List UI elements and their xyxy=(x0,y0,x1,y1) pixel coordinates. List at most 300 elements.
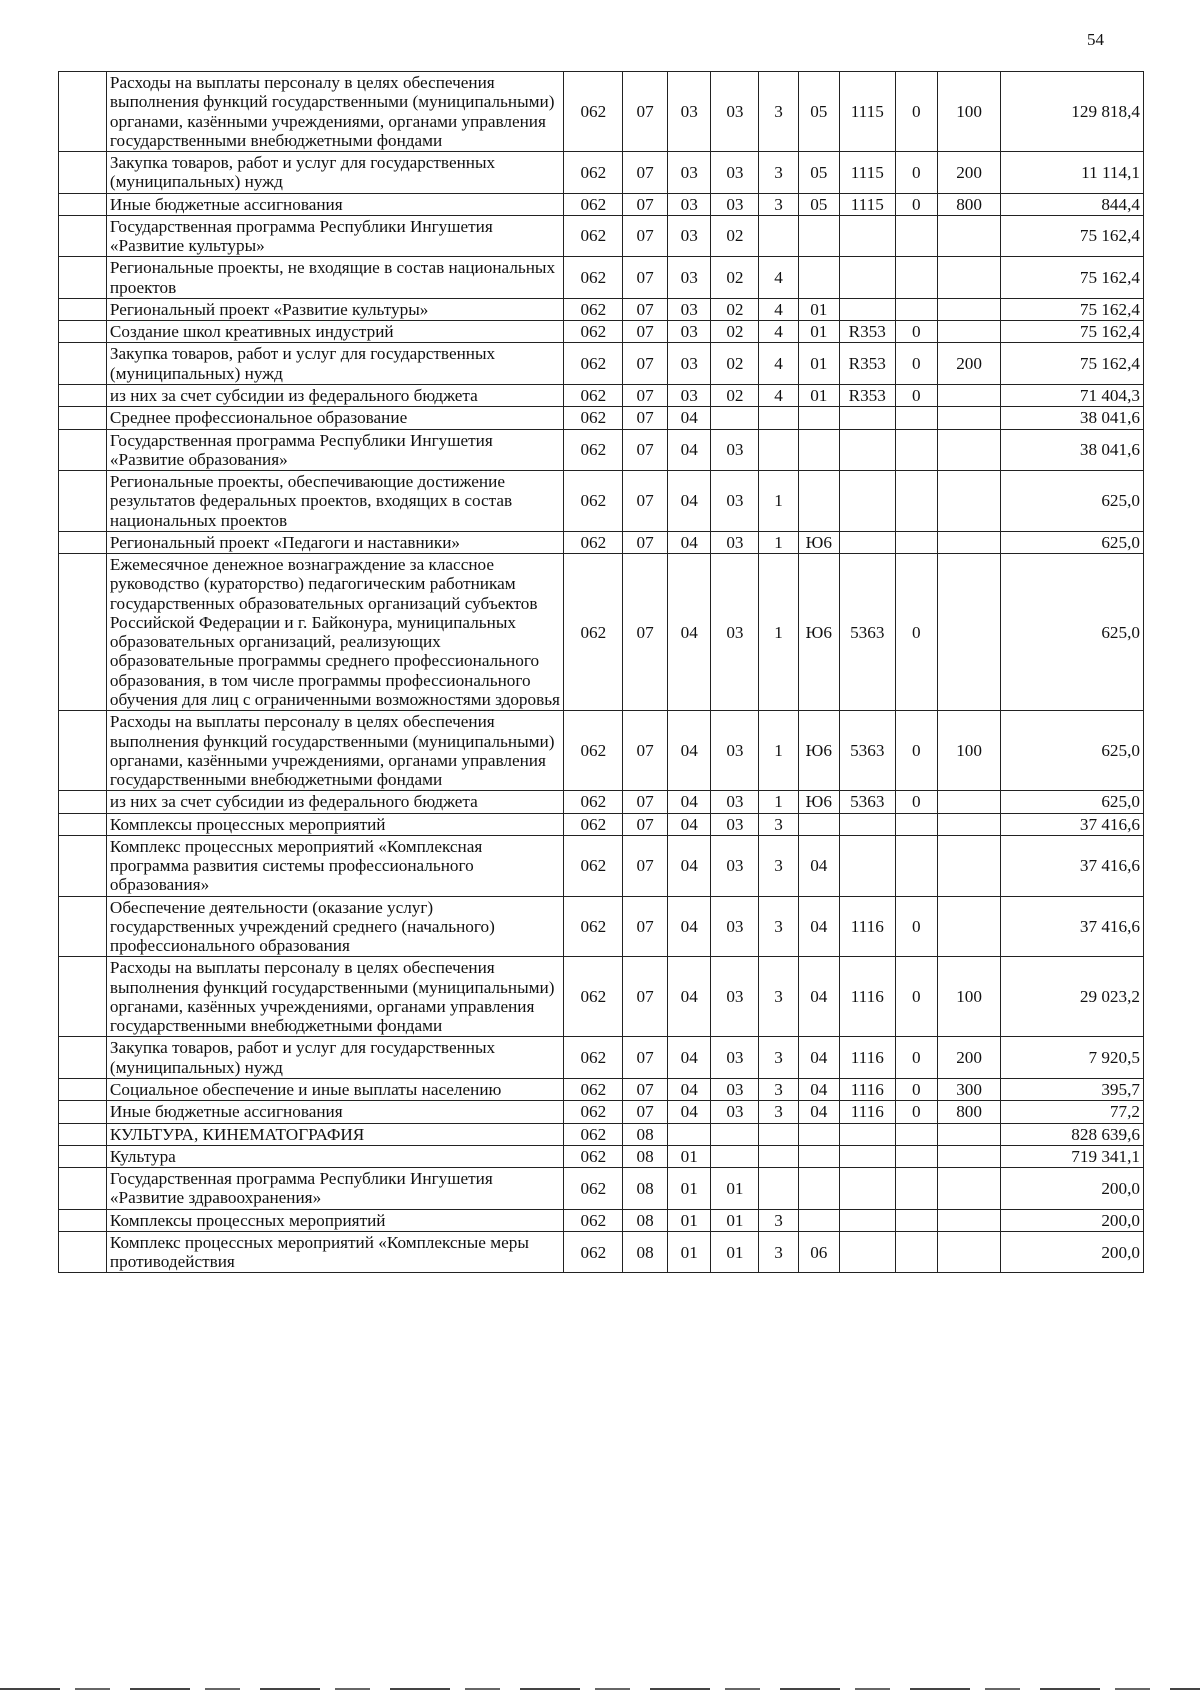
row-code-9: 800 xyxy=(938,193,1001,215)
row-index-cell xyxy=(59,471,107,532)
row-code-6: 04 xyxy=(798,1079,839,1101)
row-amount: 200,0 xyxy=(1001,1209,1144,1231)
row-code-7: 1116 xyxy=(839,1079,895,1101)
row-code-8 xyxy=(895,1231,937,1273)
row-code-7 xyxy=(839,471,895,532)
row-code-8: 0 xyxy=(895,384,937,406)
row-code-2: 07 xyxy=(623,1101,668,1123)
row-code-4: 02 xyxy=(711,384,759,406)
row-code-3: 03 xyxy=(667,257,711,299)
row-code-6 xyxy=(798,429,839,471)
row-code-5: 3 xyxy=(759,152,798,194)
row-code-3: 03 xyxy=(667,298,711,320)
row-code-5: 3 xyxy=(759,1101,798,1123)
row-amount: 625,0 xyxy=(1001,554,1144,711)
row-code-5 xyxy=(759,215,798,257)
row-code-2: 08 xyxy=(623,1209,668,1231)
row-code-4: 03 xyxy=(711,1101,759,1123)
row-code-5: 1 xyxy=(759,531,798,553)
row-code-4: 01 xyxy=(711,1209,759,1231)
row-amount: 37 416,6 xyxy=(1001,896,1144,957)
row-code-9 xyxy=(938,554,1001,711)
row-code-5: 3 xyxy=(759,1209,798,1231)
row-index-cell xyxy=(59,321,107,343)
table-row xyxy=(59,531,1144,553)
table-row xyxy=(59,896,1144,957)
row-code-9 xyxy=(938,384,1001,406)
row-amount: 395,7 xyxy=(1001,1079,1144,1101)
row-amount: 625,0 xyxy=(1001,531,1144,553)
row-code-2: 08 xyxy=(623,1231,668,1273)
row-code-8: 0 xyxy=(895,896,937,957)
row-code-1: 062 xyxy=(564,257,623,299)
row-amount: 71 404,3 xyxy=(1001,384,1144,406)
row-code-6: 04 xyxy=(798,835,839,896)
row-amount: 200,0 xyxy=(1001,1231,1144,1273)
row-code-8 xyxy=(895,407,937,429)
row-amount: 129 818,4 xyxy=(1001,72,1144,152)
row-code-5: 1 xyxy=(759,554,798,711)
row-code-8 xyxy=(895,1168,937,1210)
row-amount: 625,0 xyxy=(1001,471,1144,532)
row-code-4: 03 xyxy=(711,791,759,813)
row-code-7 xyxy=(839,813,895,835)
table-row xyxy=(59,711,1144,791)
row-code-2: 07 xyxy=(623,813,668,835)
row-code-5: 3 xyxy=(759,835,798,896)
row-code-2: 07 xyxy=(623,471,668,532)
row-code-4 xyxy=(711,1123,759,1145)
row-code-5: 3 xyxy=(759,72,798,152)
row-code-3: 03 xyxy=(667,152,711,194)
row-code-1: 062 xyxy=(564,554,623,711)
row-code-1: 062 xyxy=(564,384,623,406)
row-code-1: 062 xyxy=(564,215,623,257)
row-name: Социальное обеспечение и иные выплаты населению xyxy=(106,1079,564,1101)
row-code-4: 01 xyxy=(711,1168,759,1210)
row-name: Комплексы процессных мероприятий xyxy=(106,1209,564,1231)
table-row xyxy=(59,407,1144,429)
row-code-2: 08 xyxy=(623,1123,668,1145)
row-code-4: 03 xyxy=(711,1037,759,1079)
row-code-7 xyxy=(839,835,895,896)
row-code-4: 03 xyxy=(711,152,759,194)
row-code-7: 1115 xyxy=(839,193,895,215)
row-code-4: 03 xyxy=(711,957,759,1037)
row-code-8 xyxy=(895,1123,937,1145)
row-amount: 200,0 xyxy=(1001,1168,1144,1210)
row-code-1: 062 xyxy=(564,531,623,553)
scan-artifact-line xyxy=(0,1688,1200,1690)
row-code-5: 4 xyxy=(759,321,798,343)
table-row xyxy=(59,835,1144,896)
row-code-1: 062 xyxy=(564,957,623,1037)
row-index-cell xyxy=(59,791,107,813)
row-code-1: 062 xyxy=(564,1101,623,1123)
row-code-6: Ю6 xyxy=(798,711,839,791)
row-code-1: 062 xyxy=(564,298,623,320)
row-name: Комплекс процессных мероприятий «Комплексные меры противодействия xyxy=(106,1231,564,1273)
row-code-6: 06 xyxy=(798,1231,839,1273)
row-index-cell xyxy=(59,298,107,320)
row-code-4 xyxy=(711,1145,759,1167)
row-code-7 xyxy=(839,1168,895,1210)
row-code-2: 08 xyxy=(623,1145,668,1167)
row-amount: 37 416,6 xyxy=(1001,813,1144,835)
row-code-8 xyxy=(895,1145,937,1167)
row-code-4: 02 xyxy=(711,298,759,320)
row-code-5: 3 xyxy=(759,957,798,1037)
table-row xyxy=(59,471,1144,532)
row-index-cell xyxy=(59,152,107,194)
row-code-6: 04 xyxy=(798,1101,839,1123)
table-row xyxy=(59,1231,1144,1273)
row-name: Иные бюджетные ассигнования xyxy=(106,193,564,215)
row-code-6 xyxy=(798,1145,839,1167)
row-name: Обеспечение деятельности (оказание услуг) государственных учреждений среднего (начального) профессионального образования xyxy=(106,896,564,957)
row-code-1: 062 xyxy=(564,1037,623,1079)
table-row xyxy=(59,72,1144,152)
row-code-1: 062 xyxy=(564,152,623,194)
row-code-1: 062 xyxy=(564,1168,623,1210)
row-code-8: 0 xyxy=(895,193,937,215)
row-code-4: 03 xyxy=(711,711,759,791)
row-code-8: 0 xyxy=(895,1037,937,1079)
row-name: Комплексы процессных мероприятий xyxy=(106,813,564,835)
row-name: Создание школ креативных индустрий xyxy=(106,321,564,343)
table-row xyxy=(59,1079,1144,1101)
row-name: КУЛЬТУРА, КИНЕМАТОГРАФИЯ xyxy=(106,1123,564,1145)
row-code-3: 04 xyxy=(667,957,711,1037)
row-code-2: 07 xyxy=(623,1037,668,1079)
row-index-cell xyxy=(59,384,107,406)
row-code-3: 03 xyxy=(667,321,711,343)
row-code-1: 062 xyxy=(564,1145,623,1167)
row-amount: 844,4 xyxy=(1001,193,1144,215)
row-code-4 xyxy=(711,407,759,429)
row-code-4: 03 xyxy=(711,193,759,215)
table-row xyxy=(59,554,1144,711)
row-code-3: 04 xyxy=(667,1037,711,1079)
row-index-cell xyxy=(59,193,107,215)
row-code-2: 07 xyxy=(623,343,668,385)
row-code-8: 0 xyxy=(895,957,937,1037)
row-code-6 xyxy=(798,1209,839,1231)
row-index-cell xyxy=(59,1079,107,1101)
row-amount: 75 162,4 xyxy=(1001,215,1144,257)
row-code-5: 3 xyxy=(759,1037,798,1079)
row-code-6: 05 xyxy=(798,152,839,194)
row-code-8: 0 xyxy=(895,72,937,152)
row-code-5 xyxy=(759,1123,798,1145)
row-name: Закупка товаров, работ и услуг для государственных (муниципальных) нужд xyxy=(106,152,564,194)
row-code-9: 300 xyxy=(938,1079,1001,1101)
row-name: Государственная программа Республики Ингушетия «Развитие здравоохранения» xyxy=(106,1168,564,1210)
row-code-3: 04 xyxy=(667,471,711,532)
table-row xyxy=(59,257,1144,299)
row-name: Закупка товаров, работ и услуг для государственных (муниципальных) нужд xyxy=(106,343,564,385)
row-code-6: 04 xyxy=(798,896,839,957)
row-code-3: 04 xyxy=(667,791,711,813)
row-amount: 11 114,1 xyxy=(1001,152,1144,194)
row-code-1: 062 xyxy=(564,193,623,215)
row-name: Среднее профессиональное образование xyxy=(106,407,564,429)
row-code-5: 4 xyxy=(759,257,798,299)
row-code-7 xyxy=(839,215,895,257)
row-code-7: R353 xyxy=(839,321,895,343)
table-row xyxy=(59,1168,1144,1210)
row-code-5: 1 xyxy=(759,471,798,532)
row-index-cell xyxy=(59,1231,107,1273)
row-code-2: 07 xyxy=(623,257,668,299)
row-index-cell xyxy=(59,429,107,471)
row-code-6: Ю6 xyxy=(798,531,839,553)
row-code-1: 062 xyxy=(564,1123,623,1145)
row-code-5 xyxy=(759,407,798,429)
row-code-3: 03 xyxy=(667,215,711,257)
row-code-5: 3 xyxy=(759,1079,798,1101)
row-code-4: 02 xyxy=(711,321,759,343)
row-code-5: 3 xyxy=(759,1231,798,1273)
row-code-3: 04 xyxy=(667,429,711,471)
row-name: Региональный проект «Педагоги и наставники» xyxy=(106,531,564,553)
row-code-7: 1115 xyxy=(839,72,895,152)
row-amount: 828 639,6 xyxy=(1001,1123,1144,1145)
row-code-9 xyxy=(938,896,1001,957)
row-code-2: 07 xyxy=(623,531,668,553)
table-row xyxy=(59,1101,1144,1123)
row-code-7: 1115 xyxy=(839,152,895,194)
row-code-4: 03 xyxy=(711,471,759,532)
table-row xyxy=(59,343,1144,385)
row-code-5: 3 xyxy=(759,193,798,215)
row-code-5 xyxy=(759,429,798,471)
row-name: Расходы на выплаты персоналу в целях обеспечения выполнения функций государственными (муниципальными) органами, казённых учреждениями, органами управления государственными внебюджетными фондами xyxy=(106,957,564,1037)
table-row xyxy=(59,298,1144,320)
row-amount: 75 162,4 xyxy=(1001,257,1144,299)
row-code-3: 04 xyxy=(667,813,711,835)
row-amount: 29 023,2 xyxy=(1001,957,1144,1037)
row-code-2: 07 xyxy=(623,429,668,471)
row-code-1: 062 xyxy=(564,711,623,791)
row-code-1: 062 xyxy=(564,1079,623,1101)
row-code-3: 04 xyxy=(667,711,711,791)
row-amount: 75 162,4 xyxy=(1001,298,1144,320)
row-code-8: 0 xyxy=(895,554,937,711)
row-code-4: 01 xyxy=(711,1231,759,1273)
row-code-4: 02 xyxy=(711,257,759,299)
row-code-5: 1 xyxy=(759,791,798,813)
row-code-9 xyxy=(938,471,1001,532)
row-code-7: 5363 xyxy=(839,791,895,813)
row-code-7 xyxy=(839,1231,895,1273)
row-code-3: 03 xyxy=(667,384,711,406)
row-code-6 xyxy=(798,1168,839,1210)
row-code-1: 062 xyxy=(564,321,623,343)
row-code-3: 03 xyxy=(667,72,711,152)
row-index-cell xyxy=(59,72,107,152)
row-amount: 38 041,6 xyxy=(1001,407,1144,429)
row-code-6: Ю6 xyxy=(798,791,839,813)
row-name: Расходы на выплаты персоналу в целях обеспечения выполнения функций государственными (муниципальными) органами, казёнными учреждениями, органами управления государственными внебюджетными фондами xyxy=(106,72,564,152)
row-code-5: 4 xyxy=(759,298,798,320)
row-code-7: 1116 xyxy=(839,896,895,957)
row-code-3: 04 xyxy=(667,1079,711,1101)
row-code-9 xyxy=(938,1231,1001,1273)
row-code-9: 800 xyxy=(938,1101,1001,1123)
row-index-cell xyxy=(59,1101,107,1123)
row-code-9 xyxy=(938,1209,1001,1231)
row-code-9 xyxy=(938,429,1001,471)
row-code-3: 03 xyxy=(667,343,711,385)
row-code-2: 07 xyxy=(623,193,668,215)
row-code-6: 01 xyxy=(798,343,839,385)
row-name: Иные бюджетные ассигнования xyxy=(106,1101,564,1123)
row-index-cell xyxy=(59,1145,107,1167)
row-code-9 xyxy=(938,791,1001,813)
row-code-3: 04 xyxy=(667,896,711,957)
row-code-6: 04 xyxy=(798,1037,839,1079)
row-index-cell xyxy=(59,1209,107,1231)
row-code-1: 062 xyxy=(564,791,623,813)
row-code-6: Ю6 xyxy=(798,554,839,711)
row-index-cell xyxy=(59,1123,107,1145)
row-code-4: 03 xyxy=(711,72,759,152)
table-row xyxy=(59,429,1144,471)
row-code-8: 0 xyxy=(895,343,937,385)
row-code-1: 062 xyxy=(564,835,623,896)
row-code-8: 0 xyxy=(895,1079,937,1101)
row-name: Закупка товаров, работ и услуг для государственных (муниципальных) нужд xyxy=(106,1037,564,1079)
row-code-5: 1 xyxy=(759,711,798,791)
row-code-9 xyxy=(938,298,1001,320)
row-code-3: 04 xyxy=(667,554,711,711)
row-code-3: 01 xyxy=(667,1209,711,1231)
row-code-4: 03 xyxy=(711,554,759,711)
row-code-6: 05 xyxy=(798,72,839,152)
row-code-6 xyxy=(798,257,839,299)
row-code-4: 03 xyxy=(711,1079,759,1101)
row-code-2: 07 xyxy=(623,407,668,429)
row-code-5: 4 xyxy=(759,343,798,385)
row-index-cell xyxy=(59,343,107,385)
row-code-2: 07 xyxy=(623,791,668,813)
row-code-2: 08 xyxy=(623,1168,668,1210)
row-name: Комплекс процессных мероприятий «Комплексная программа развития системы профессионального образования» xyxy=(106,835,564,896)
row-code-4: 03 xyxy=(711,835,759,896)
row-code-1: 062 xyxy=(564,429,623,471)
row-code-6: 04 xyxy=(798,957,839,1037)
row-code-3 xyxy=(667,1123,711,1145)
row-code-7: 1116 xyxy=(839,1037,895,1079)
row-code-5: 3 xyxy=(759,896,798,957)
row-code-2: 07 xyxy=(623,896,668,957)
budget-table xyxy=(58,71,1144,1273)
row-name: Расходы на выплаты персоналу в целях обеспечения выполнения функций государственными (муниципальными) органами, казёнными учреждениями, органами управления государственными внебюджетными фондами xyxy=(106,711,564,791)
row-code-3: 01 xyxy=(667,1231,711,1273)
row-code-9 xyxy=(938,321,1001,343)
row-code-7 xyxy=(839,298,895,320)
row-code-2: 07 xyxy=(623,215,668,257)
row-code-9: 100 xyxy=(938,72,1001,152)
row-code-8: 0 xyxy=(895,711,937,791)
row-code-2: 07 xyxy=(623,152,668,194)
row-code-2: 07 xyxy=(623,384,668,406)
row-code-9 xyxy=(938,257,1001,299)
row-code-9 xyxy=(938,835,1001,896)
row-code-3: 03 xyxy=(667,193,711,215)
table-row xyxy=(59,384,1144,406)
row-code-6 xyxy=(798,471,839,532)
row-code-3: 04 xyxy=(667,407,711,429)
row-code-9: 100 xyxy=(938,711,1001,791)
row-name: из них за счет субсидии из федерального бюджета xyxy=(106,791,564,813)
row-code-7 xyxy=(839,429,895,471)
row-code-8 xyxy=(895,298,937,320)
row-index-cell xyxy=(59,957,107,1037)
row-code-7: R353 xyxy=(839,384,895,406)
row-index-cell xyxy=(59,554,107,711)
row-name: Культура xyxy=(106,1145,564,1167)
row-code-6 xyxy=(798,215,839,257)
table-row xyxy=(59,215,1144,257)
row-index-cell xyxy=(59,215,107,257)
row-amount: 719 341,1 xyxy=(1001,1145,1144,1167)
row-code-6: 01 xyxy=(798,384,839,406)
row-code-5 xyxy=(759,1168,798,1210)
row-code-7: 1116 xyxy=(839,957,895,1037)
row-name: Региональный проект «Развитие культуры» xyxy=(106,298,564,320)
row-index-cell xyxy=(59,711,107,791)
row-code-9 xyxy=(938,1168,1001,1210)
row-code-8 xyxy=(895,835,937,896)
row-amount: 77,2 xyxy=(1001,1101,1144,1123)
row-amount: 38 041,6 xyxy=(1001,429,1144,471)
row-code-4: 02 xyxy=(711,215,759,257)
row-code-9 xyxy=(938,813,1001,835)
row-code-4: 03 xyxy=(711,896,759,957)
row-code-1: 062 xyxy=(564,1209,623,1231)
row-code-6 xyxy=(798,1123,839,1145)
row-code-4: 02 xyxy=(711,343,759,385)
row-code-6 xyxy=(798,813,839,835)
row-index-cell xyxy=(59,407,107,429)
row-code-4: 03 xyxy=(711,531,759,553)
row-code-3: 04 xyxy=(667,531,711,553)
row-code-1: 062 xyxy=(564,896,623,957)
row-code-7 xyxy=(839,1209,895,1231)
table-row xyxy=(59,193,1144,215)
row-index-cell xyxy=(59,257,107,299)
table-row xyxy=(59,791,1144,813)
row-code-8 xyxy=(895,215,937,257)
row-name: из них за счет субсидии из федерального бюджета xyxy=(106,384,564,406)
budget-table-body xyxy=(59,72,1144,1273)
row-amount: 37 416,6 xyxy=(1001,835,1144,896)
row-code-5: 3 xyxy=(759,813,798,835)
row-code-8 xyxy=(895,471,937,532)
row-amount: 75 162,4 xyxy=(1001,343,1144,385)
row-code-3: 01 xyxy=(667,1145,711,1167)
row-code-3: 01 xyxy=(667,1168,711,1210)
row-code-8 xyxy=(895,257,937,299)
row-code-6 xyxy=(798,407,839,429)
row-code-4: 03 xyxy=(711,429,759,471)
row-amount: 7 920,5 xyxy=(1001,1037,1144,1079)
row-code-7 xyxy=(839,407,895,429)
row-code-5 xyxy=(759,1145,798,1167)
table-row xyxy=(59,813,1144,835)
